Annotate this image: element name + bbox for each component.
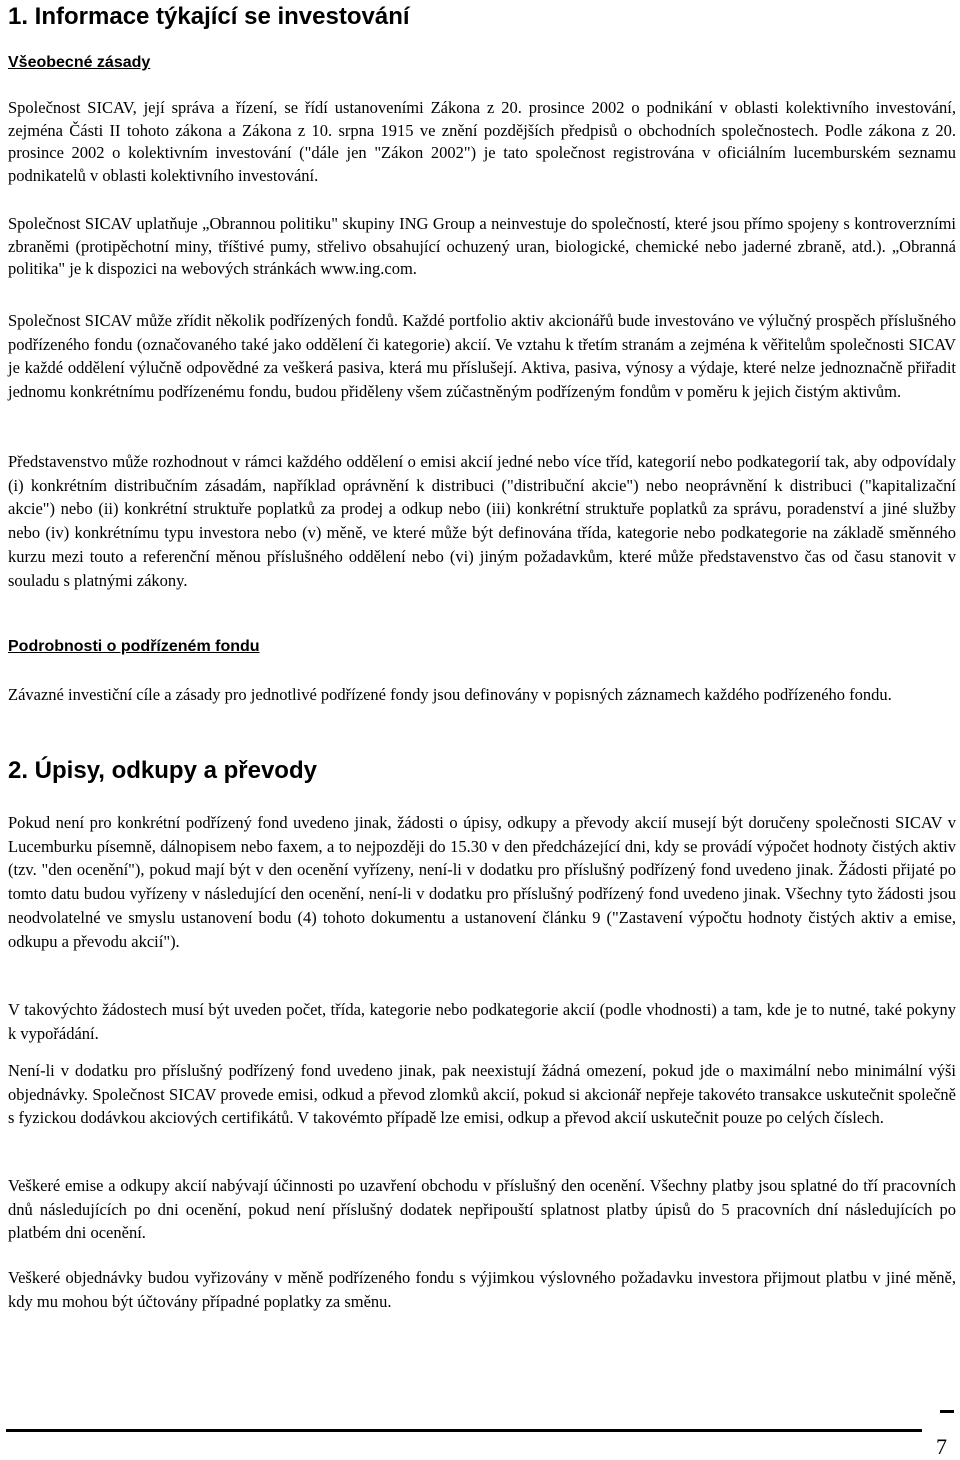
footer-rule bbox=[6, 1429, 922, 1432]
section-2-heading: 2. Úpisy, odkupy a převody bbox=[8, 757, 317, 784]
page-number-bar bbox=[940, 1410, 954, 1413]
paragraph-subfunds: Společnost SICAV může zřídit několik podřízených fondů. Každé portfolio aktiv akcionářů bude investováno ve výlučný prospěch příslušného podřízeného fondu (označovaného také jako oddělení či kategorie) akcií. Ve vztahu k třetím stranám a zejména k věřitelům společnosti SICAV je každé oddělení výlučně odpovědné za veškerá pasiva, která mu příslušejí. Aktiva, pasiva, výnosy a výdaje, které nelze jednoznačně přiřadit jednomu konkrétnímu podřízenému fondu, budou přiděleny všem zúčastněným podřízeným fondům v poměru k jejich čistým aktivům. bbox=[8, 311, 956, 402]
paragraph-settlement: Veškeré emise a odkupy akcií nabývají účinnosti po uzavření obchodu v příslušný den ocenění. Všechny platby jsou splatné do tří pracovních dnů následujících po dni ocenění, pokud není příslušný dodatek nepřipouští splatnost platby úpisů do 5 pracovních dní následujících po platbém dni ocenění. bbox=[8, 1176, 956, 1243]
paragraph-order-limits: Není-li v dodatku pro příslušný podřízený fond uvedeno jinak, pak neexistují žádná omezení, pokud jde o maximální nebo minimální výši objednávky. Společnost SICAV provede emisi, odkud a převod zlomků akcií, pokud si akcionář nepřeje takovéto transakce uskutečnit společně s fyzickou dodávkou akciových certifikátů. V takovémto případě lze emisi, odkup a převod akcií uskutečnit pouze po celých číslech. bbox=[8, 1061, 956, 1128]
paragraph-subscriptions: Pokud není pro konkrétní podřízený fond uvedeno jinak, žádosti o úpisy, odkupy a převody akcií musejí být doručeny společnosti SICAV v Lucemburku písemně, dálnopisem nebo faxem, a to nejpozději do 15.30 v den předcházející dni, kdy se provádí výpočet hodnoty čistých aktiv (tzv. "den ocenění"), pokud mají být v den ocenění vyřízeny, není-li v dodatku pro příslušný podřízený fond uvedeno jinak. Žádosti přijaté po tomto datu budou vyřízeny v následující den ocenění, není-li v dodatku pro příslušný podřízený fond uvedeno jinak. Všechny tyto žádosti jsou neodvolatelné ve smyslu ustanovení bodu (4) tohoto dokumentu a ustanovení článku 9 ("Zastavení výpočtu hodnoty čistých aktiv a emise, odkupu a převodu akcií"). bbox=[8, 813, 956, 951]
paragraph-defense-policy: Společnost SICAV uplatňuje „Obrannou politiku" skupiny ING Group a neinvestuje do společností, které jsou přímo spojeny s kontroverzními zbraněmi (protipěchotní miny, tříštivé pumy, střelivo obsahující ochuzený uran, biologické, chemické nebo jaderné zbraně, atd.). „Obranná politika" je k dispozici na webových stránkách www.ing.com. bbox=[8, 214, 956, 278]
subheading-general-principles: Všeobecné zásady bbox=[8, 54, 151, 71]
paragraph-request-content: V takovýchto žádostech musí být uveden počet, třída, kategorie nebo podkategorie akcií (podle vhodnosti) a tam, kde je to nutné, také pokyny k vypořádání. bbox=[8, 1000, 956, 1043]
paragraph-legal-basis: Společnost SICAV, její správa a řízení, se řídí ustanoveními Zákona z 20. prosince 2002 o podnikání v oblasti kolektivního investování, zejména Části II tohoto zákona a Zákona z 10. srpna 1915 ve znění pozdějších předpisů o obchodních společnostech. Podle zákona z 20. prosince 2002 o kolektivním investování ("dále jen "Zákon 2002") je tato společnost registrována v oficiálním lucemburském seznamu podnikatelů v oblasti kolektivního investování. bbox=[8, 98, 956, 185]
page-number: 7 bbox=[936, 1434, 947, 1459]
paragraph-currency: Veškeré objednávky budou vyřizovány v měně podřízeného fondu s výjimkou výslovného požadavku investora přijmout platbu v jiné měně, kdy mu mohou být účtovány případné poplatky za směnu. bbox=[8, 1268, 956, 1311]
section-1-heading: 1. Informace týkající se investování bbox=[8, 3, 410, 30]
paragraph-fund-details: Závazné investiční cíle a zásady pro jednotlivé podřízené fondy jsou definovány v popisných záznamech každého podřízeného fondu. bbox=[8, 685, 892, 704]
paragraph-board-classes: Představenstvo může rozhodnout v rámci každého oddělení o emisi akcií jedné nebo více tříd, kategorií nebo podkategorií tak, aby odpovídaly (i) konkrétním distribučním zásadám, například oprávnění k distribuci ("distribuční akcie") nebo neoprávnění k distribuci ("kapitalizační akcie") nebo (ii) konkrétní struktuře poplatků za prodej a odkup nebo (iii) konkrétní struktuře poplatků za správu, poradenství a jiné služby nebo (iv) konkrétnímu typu investora nebo (v) měně, ve které může být definována třída, kategorie nebo podkategorie na základě směnného kurzu mezi touto a referenční měnou příslušného oddělení nebo (vi) jiným požadavkům, které může představenstvo čas od času stanovit v souladu s platnými zákony. bbox=[8, 452, 956, 590]
subheading-fund-details: Podrobnosti o podřízeném fondu bbox=[8, 638, 260, 655]
